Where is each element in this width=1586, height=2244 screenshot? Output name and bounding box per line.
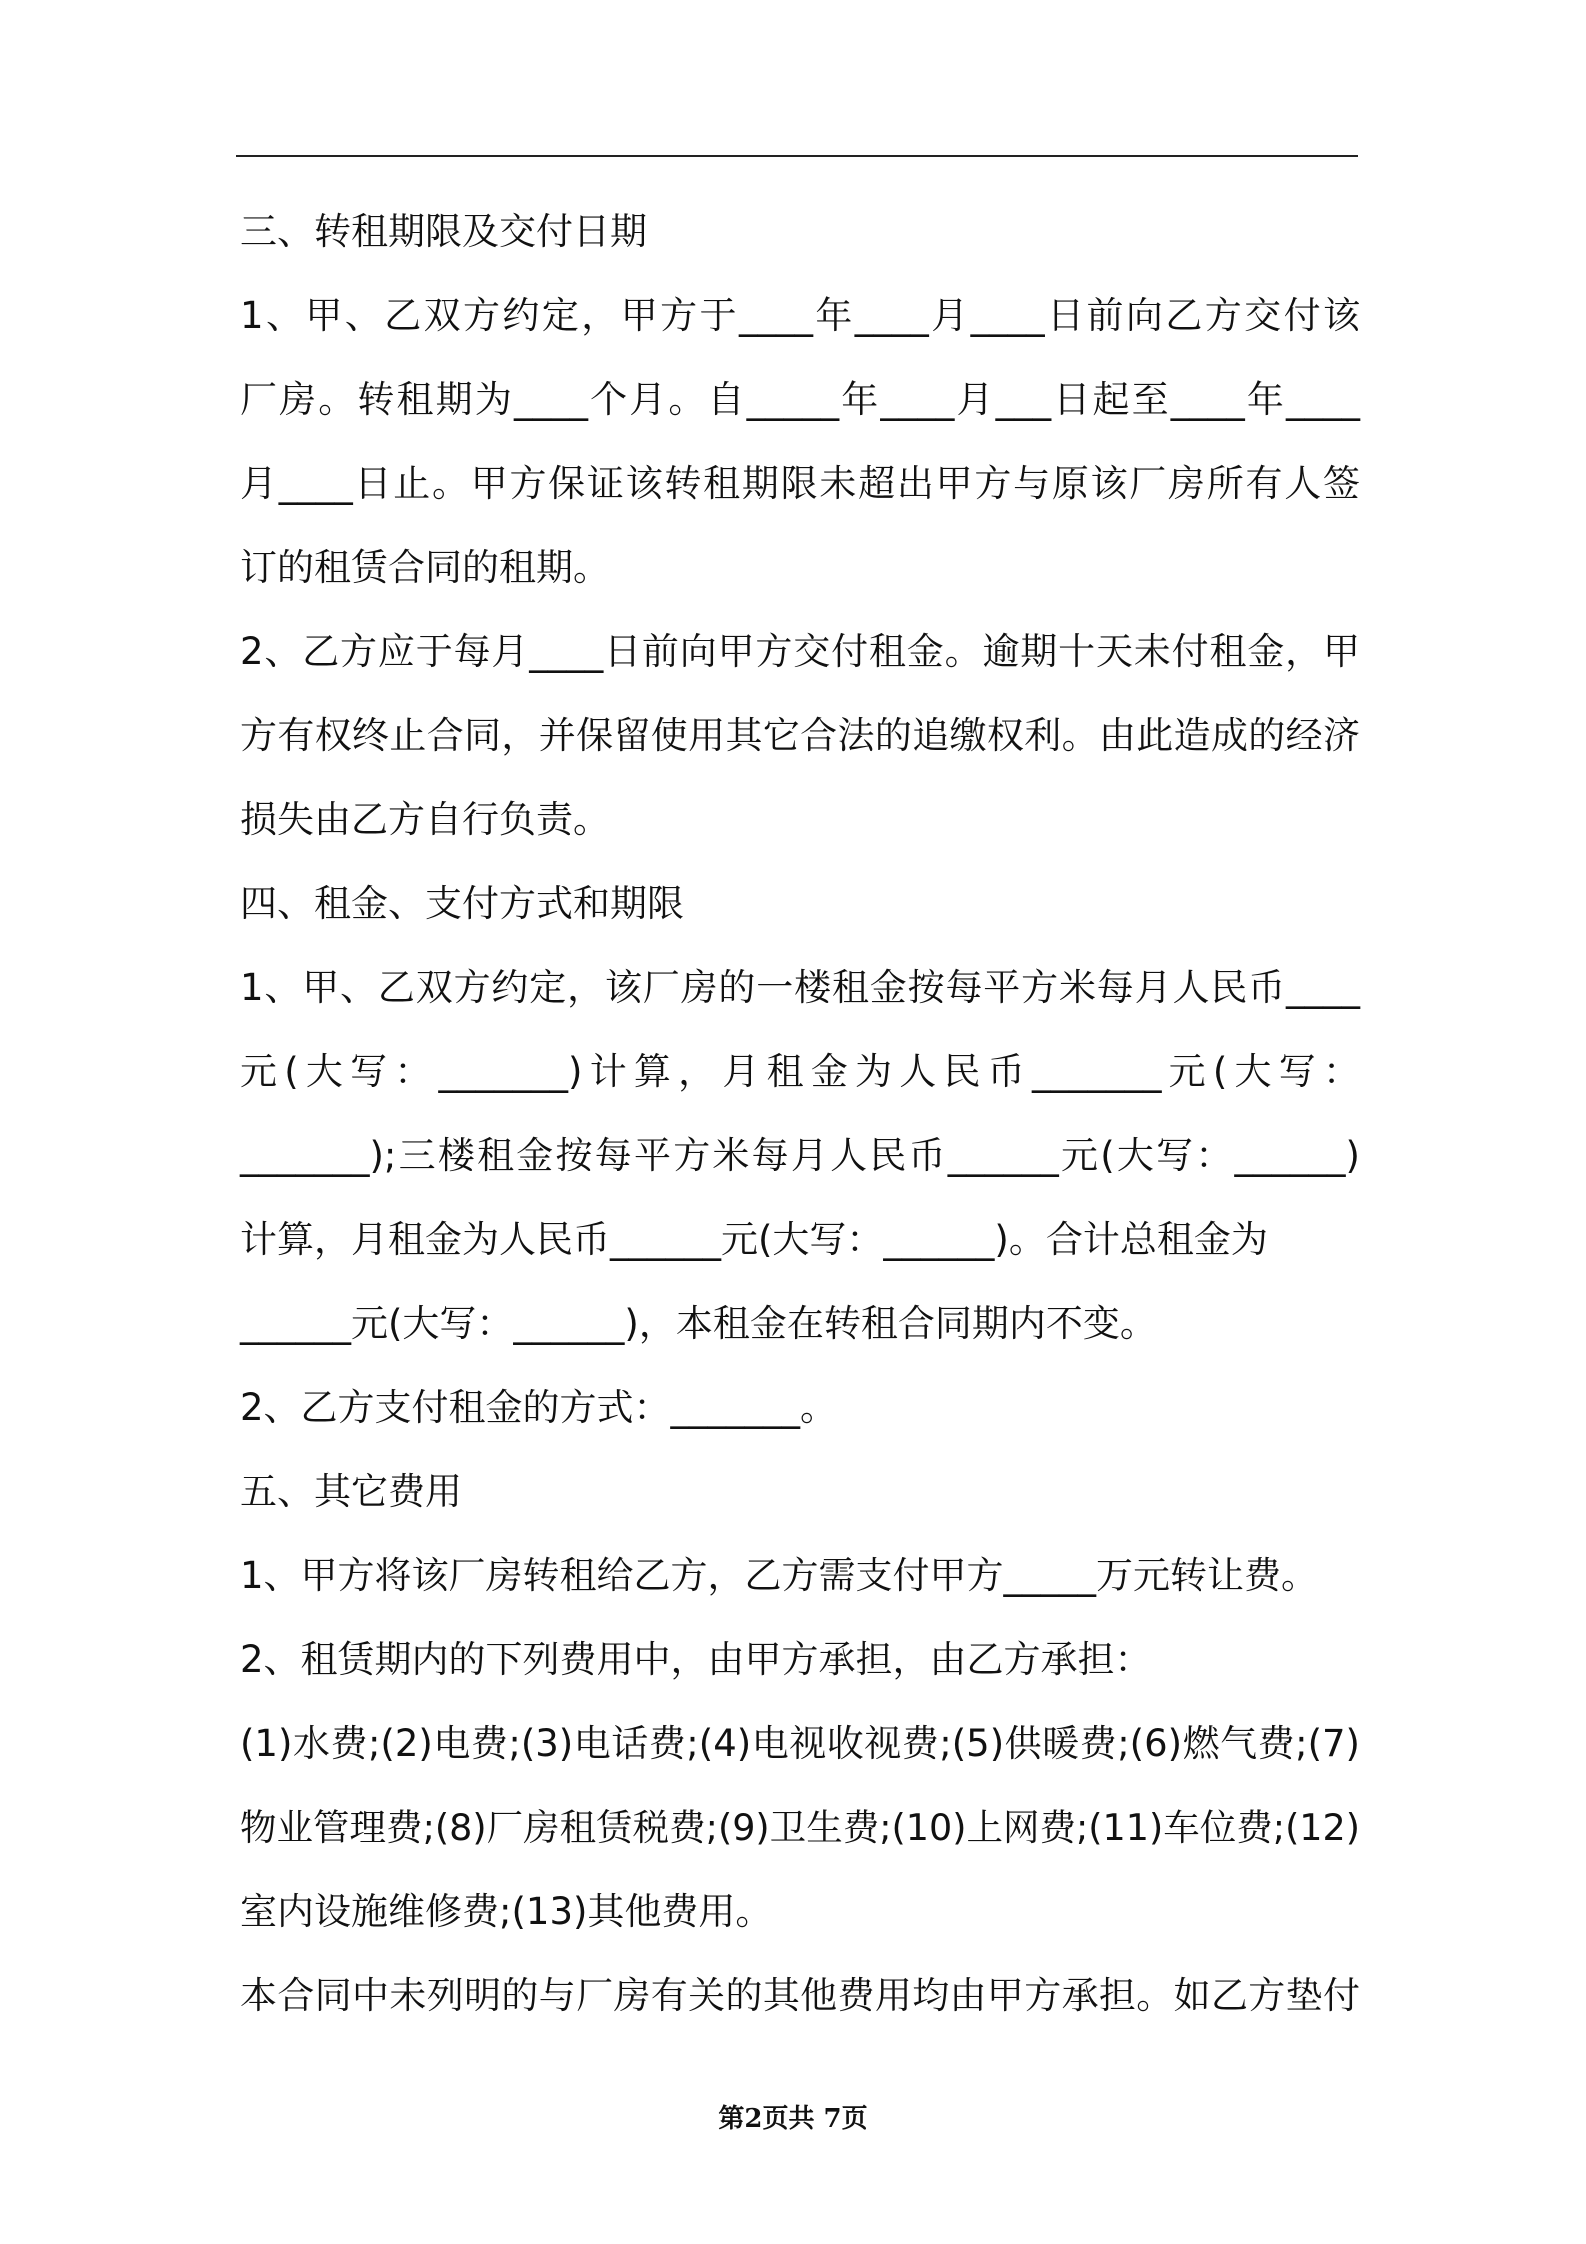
text-line: 室内设施维修费;(13)其他费用。 xyxy=(240,1890,773,1933)
text-line: 1、甲方将该厂房转租给乙方，乙方需支付甲方_____万元转让费。 xyxy=(240,1554,1319,1597)
header-rule xyxy=(236,155,1358,157)
text-line: _______);三楼租金按每平方米每月人民币______元(大写：______) xyxy=(240,1134,1360,1177)
text-line: 厂房。转租期为____个月。自_____年____月___日起至____年____ xyxy=(240,378,1360,421)
text-line: 2、乙方应于每月____日前向甲方交付租金。逾期十天未付租金，甲 xyxy=(240,630,1360,673)
text-line: ______元(大写：______)，本租金在转租合同期内不变。 xyxy=(240,1302,1157,1345)
text-line: 元(大写：_______)计算，月租金为人民币_______元(大写： xyxy=(240,1050,1360,1093)
section-heading: 四、租金、支付方式和期限 xyxy=(240,882,684,925)
text-line: (1)水费;(2)电费;(3)电话费;(4)电视收视费;(5)供暖费;(6)燃气费;(7) xyxy=(240,1722,1360,1765)
text-line: 1、甲、乙双方约定，该厂房的一楼租金按每平方米每月人民币____ xyxy=(240,966,1360,1009)
section-heading: 三、转租期限及交付日期 xyxy=(240,210,647,253)
text-line: 月____日止。甲方保证该转租期限未超出甲方与原该厂房所有人签 xyxy=(240,462,1360,505)
text-line: 2、乙方支付租金的方式：_______。 xyxy=(240,1386,838,1429)
text-line: 物业管理费;(8)厂房租赁税费;(9)卫生费;(10)上网费;(11)车位费;(12) xyxy=(240,1806,1360,1849)
text-line: 损失由乙方自行负责。 xyxy=(240,798,610,841)
text-line: 本合同中未列明的与厂房有关的其他费用均由甲方承担。如乙方垫付 xyxy=(240,1974,1360,2017)
text-line: 订的租赁合同的租期。 xyxy=(240,546,610,589)
text-line: 1、甲、乙双方约定，甲方于____年____月____日前向乙方交付该 xyxy=(240,294,1360,337)
text-line: 计算，月租金为人民币______元(大写：______)。合计总租金为 xyxy=(240,1218,1268,1261)
text-line: 2、租赁期内的下列费用中，由甲方承担，由乙方承担： xyxy=(240,1638,1152,1681)
document-body xyxy=(240,190,1360,2038)
text-line: 方有权终止合同，并保留使用其它合法的追缴权利。由此造成的经济 xyxy=(240,714,1360,757)
section-heading: 五、其它费用 xyxy=(240,1470,462,1513)
page-number: 第2页共 7页 xyxy=(718,2104,868,2134)
